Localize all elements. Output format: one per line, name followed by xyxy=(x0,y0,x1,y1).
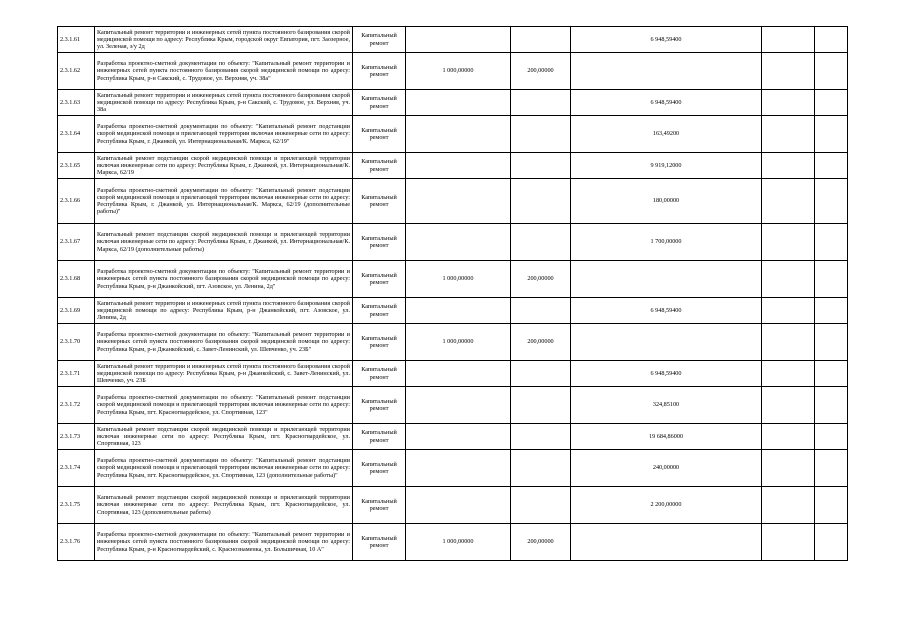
row-value-col-1 xyxy=(406,179,511,224)
row-value-col-3 xyxy=(571,53,762,90)
row-empty-col-4 xyxy=(762,524,815,561)
row-value-col-1: 1 000,00000 xyxy=(406,324,511,361)
row-description: Капитальный ремонт территории и инженерных сетей пункта постоянного базирования скорой медицинской помощи по адресу: Республика Крым, р-н Джанкойский, с. Завет-Ленинский, ул. Шевченко, уч. 23Б xyxy=(95,361,353,387)
row-value-col-1 xyxy=(406,116,511,153)
row-work-type: Капитальный ремонт xyxy=(353,261,406,298)
row-number: 2.3.1.67 xyxy=(58,224,95,261)
row-empty-col-5 xyxy=(815,424,848,450)
table-row xyxy=(58,450,848,487)
row-empty-col-5 xyxy=(815,450,848,487)
row-description: Разработка проектно-сметной документации по объекту: "Капитальный ремонт подстанции скорой медицинской помощи и прилегающей территории включая инженерные сети по адресу: Республика Крым, г. Джанкой, ул. Интернациональная/К. Маркса, 62/19" xyxy=(95,116,353,153)
row-value-col-3: 2 200,00000 xyxy=(571,487,762,524)
row-number: 2.3.1.71 xyxy=(58,361,95,387)
row-empty-col-5 xyxy=(815,179,848,224)
row-work-type: Капитальный ремонт xyxy=(353,524,406,561)
row-work-type: Капитальный ремонт xyxy=(353,387,406,424)
table-row xyxy=(58,116,848,153)
row-work-type: Капитальный ремонт xyxy=(353,424,406,450)
row-value-col-1: 1 000,00000 xyxy=(406,53,511,90)
row-value-col-2 xyxy=(511,387,571,424)
row-number: 2.3.1.68 xyxy=(58,261,95,298)
row-number: 2.3.1.70 xyxy=(58,324,95,361)
row-empty-col-4 xyxy=(762,90,815,116)
row-empty-col-5 xyxy=(815,53,848,90)
row-value-col-3: 324,85100 xyxy=(571,387,762,424)
row-value-col-2: 200,00000 xyxy=(511,53,571,90)
row-number: 2.3.1.62 xyxy=(58,53,95,90)
table-row xyxy=(58,361,848,387)
row-empty-col-5 xyxy=(815,324,848,361)
row-number: 2.3.1.75 xyxy=(58,487,95,524)
row-work-type: Капитальный ремонт xyxy=(353,27,406,53)
row-value-col-3 xyxy=(571,524,762,561)
row-value-col-3: 6 948,59400 xyxy=(571,298,762,324)
row-work-type: Капитальный ремонт xyxy=(353,116,406,153)
table-row xyxy=(58,424,848,450)
row-value-col-2 xyxy=(511,487,571,524)
row-value-col-1: 1 000,00000 xyxy=(406,524,511,561)
table-row xyxy=(58,524,848,561)
row-number: 2.3.1.73 xyxy=(58,424,95,450)
row-description: Капитальный ремонт территории и инженерных сетей пункта постоянного базирования скорой медицинской помощи по адресу: Республика Крым, р-н Сакский, с. Трудовое, ул. Верхняя, уч. 38а xyxy=(95,90,353,116)
row-number: 2.3.1.64 xyxy=(58,116,95,153)
row-work-type: Капитальный ремонт xyxy=(353,361,406,387)
row-value-col-1 xyxy=(406,487,511,524)
row-value-col-2: 200,00000 xyxy=(511,324,571,361)
row-description: Разработка проектно-сметной документации по объекту: "Капитальный ремонт территории и инженерных сетей пункта постоянного базирования скорой медицинской помощи по адресу: Республика Крым, р-н Сакский, с. Трудовое, ул. Верхняя, уч. 38а" xyxy=(95,53,353,90)
row-description: Разработка проектно-сметной документации по объекту: "Капитальный ремонт территории и инженерных сетей пункта постоянного базирования скорой медицинской помощи по адресу: Республика Крым, р-н Джанкойский, с. Завет-Ленинский, ул. Шевченко, уч. 23Б" xyxy=(95,324,353,361)
table-row xyxy=(58,298,848,324)
row-value-col-2 xyxy=(511,298,571,324)
row-value-col-1 xyxy=(406,27,511,53)
row-work-type: Капитальный ремонт xyxy=(353,224,406,261)
row-work-type: Капитальный ремонт xyxy=(353,487,406,524)
row-number: 2.3.1.65 xyxy=(58,153,95,179)
row-empty-col-4 xyxy=(762,424,815,450)
row-value-col-3: 163,49200 xyxy=(571,116,762,153)
row-empty-col-4 xyxy=(762,27,815,53)
row-empty-col-4 xyxy=(762,153,815,179)
row-work-type: Капитальный ремонт xyxy=(353,53,406,90)
row-value-col-1 xyxy=(406,298,511,324)
row-value-col-1 xyxy=(406,153,511,179)
row-value-col-1 xyxy=(406,90,511,116)
row-empty-col-5 xyxy=(815,487,848,524)
table-row xyxy=(58,90,848,116)
row-empty-col-5 xyxy=(815,224,848,261)
row-empty-col-5 xyxy=(815,153,848,179)
row-value-col-2 xyxy=(511,424,571,450)
table-row xyxy=(58,53,848,90)
row-empty-col-5 xyxy=(815,524,848,561)
row-number: 2.3.1.61 xyxy=(58,27,95,53)
table-row xyxy=(58,387,848,424)
row-number: 2.3.1.76 xyxy=(58,524,95,561)
row-empty-col-4 xyxy=(762,179,815,224)
row-number: 2.3.1.66 xyxy=(58,179,95,224)
row-value-col-2 xyxy=(511,361,571,387)
row-empty-col-4 xyxy=(762,261,815,298)
row-description: Разработка проектно-сметной документации по объекту: "Капитальный ремонт территории и инженерных сетей пункта постоянного базирования скорой медицинской помощи по адресу: Республика Крым, р-н Джанкойский, пгт. Азовское, ул. Ленина, 2д" xyxy=(95,261,353,298)
row-value-col-2 xyxy=(511,27,571,53)
row-description: Капитальный ремонт подстанции скорой медицинской помощи и прилегающей территории включая инженерные сети по адресу: Республика Крым, пгт. Красногвардейское, ул. Спортивная, 123 xyxy=(95,424,353,450)
row-empty-col-4 xyxy=(762,224,815,261)
row-description: Капитальный ремонт подстанции скорой медицинской помощи и прилегающей территории включая инженерные сети по адресу: Республика Крым, г. Джанкой, ул. Интернациональная/К. Маркса, 62/19 (дополнительные работы) xyxy=(95,224,353,261)
row-empty-col-4 xyxy=(762,298,815,324)
row-value-col-3: 19 684,86000 xyxy=(571,424,762,450)
row-work-type: Капитальный ремонт xyxy=(353,324,406,361)
row-number: 2.3.1.63 xyxy=(58,90,95,116)
row-value-col-2 xyxy=(511,90,571,116)
row-value-col-2: 200,00000 xyxy=(511,261,571,298)
row-empty-col-5 xyxy=(815,116,848,153)
row-value-col-3: 240,00000 xyxy=(571,450,762,487)
row-empty-col-4 xyxy=(762,361,815,387)
row-number: 2.3.1.72 xyxy=(58,387,95,424)
table-row xyxy=(58,179,848,224)
row-description: Разработка проектно-сметной документации по объекту: "Капитальный ремонт территории и инженерных сетей пункта постоянного базирования скорой медицинской помощи по адресу: Республика Крым, р-н Красногвардейский, с. Краснознаменка, ул. Большичная, 10 А" xyxy=(95,524,353,561)
row-description: Капитальный ремонт территории и инженерных сетей пункта постоянного базирования скорой медицинской помощи по адресу: Республика Крым, городской округ Евпатория, пгт. Заозерное, ул. Зеленая, з/у 2д xyxy=(95,27,353,53)
row-value-col-1 xyxy=(406,450,511,487)
row-value-col-1: 1 000,00000 xyxy=(406,261,511,298)
row-work-type: Капитальный ремонт xyxy=(353,153,406,179)
row-value-col-2 xyxy=(511,179,571,224)
row-value-col-1 xyxy=(406,424,511,450)
row-value-col-2 xyxy=(511,116,571,153)
row-description: Капитальный ремонт подстанции скорой медицинской помощи и прилегающей территории включая инженерные сети по адресу: Республика Крым, г. Джанкой, ул. Интернациональная/К. Маркса, 62/19 xyxy=(95,153,353,179)
row-value-col-3: 6 948,59400 xyxy=(571,361,762,387)
row-work-type: Капитальный ремонт xyxy=(353,179,406,224)
row-empty-col-5 xyxy=(815,27,848,53)
row-value-col-3 xyxy=(571,324,762,361)
row-work-type: Капитальный ремонт xyxy=(353,298,406,324)
row-description: Капитальный ремонт подстанции скорой медицинской помощи и прилегающей территории включая инженерные сети по адресу: Республика Крым, пгт. Красногвардейское, ул. Спортивная, 123 (дополнительные работы) xyxy=(95,487,353,524)
row-empty-col-4 xyxy=(762,116,815,153)
row-value-col-3 xyxy=(571,261,762,298)
row-empty-col-4 xyxy=(762,53,815,90)
table-row xyxy=(58,153,848,179)
row-description: Разработка проектно-сметной документации по объекту: "Капитальный ремонт подстанции скорой медицинской помощи и прилегающей территории включая инженерные сети по адресу: Республика Крым, г. Джанкой, ул. Интернациональная/К. Маркса, 62/19 (дополнительные работы)" xyxy=(95,179,353,224)
row-empty-col-4 xyxy=(762,387,815,424)
row-value-col-3: 9 919,12000 xyxy=(571,153,762,179)
row-value-col-1 xyxy=(406,361,511,387)
row-value-col-3: 6 948,59400 xyxy=(571,27,762,53)
row-value-col-2 xyxy=(511,224,571,261)
row-value-col-2 xyxy=(511,450,571,487)
table-row xyxy=(58,27,848,53)
row-value-col-3: 180,00000 xyxy=(571,179,762,224)
table-row xyxy=(58,324,848,361)
table-row xyxy=(58,487,848,524)
row-number: 2.3.1.69 xyxy=(58,298,95,324)
row-empty-col-4 xyxy=(762,324,815,361)
table-row xyxy=(58,224,848,261)
row-value-col-2 xyxy=(511,153,571,179)
row-empty-col-4 xyxy=(762,450,815,487)
row-work-type: Капитальный ремонт xyxy=(353,90,406,116)
row-empty-col-5 xyxy=(815,387,848,424)
row-empty-col-4 xyxy=(762,487,815,524)
row-value-col-1 xyxy=(406,224,511,261)
row-empty-col-5 xyxy=(815,361,848,387)
row-empty-col-5 xyxy=(815,90,848,116)
row-number: 2.3.1.74 xyxy=(58,450,95,487)
row-value-col-1 xyxy=(406,387,511,424)
table-row xyxy=(58,261,848,298)
row-description: Разработка проектно-сметной документации по объекту: "Капитальный ремонт подстанции скорой медицинской помощи и прилегающей территории включая инженерные сети по адресу: Республика Крым, пгт. Красногвардейское, ул. Спортивная, 123" xyxy=(95,387,353,424)
budget-table xyxy=(57,26,848,561)
row-empty-col-5 xyxy=(815,298,848,324)
row-value-col-2: 200,00000 xyxy=(511,524,571,561)
row-work-type: Капитальный ремонт xyxy=(353,450,406,487)
row-description: Капитальный ремонт территории и инженерных сетей пункта постоянного базирования скорой медицинской помощи по адресу: Республика Крым, р-н Джанкойский, пгт. Азовское, ул. Ленина, 2д xyxy=(95,298,353,324)
row-empty-col-5 xyxy=(815,261,848,298)
row-value-col-3: 1 700,00000 xyxy=(571,224,762,261)
row-description: Разработка проектно-сметной документации по объекту: "Капитальный ремонт подстанции скорой медицинской помощи и прилегающей территории включая инженерные сети по адресу: Республика Крым, пгт. Красногвардейское, ул. Спортивная, 123 (дополнительные работы)" xyxy=(95,450,353,487)
row-value-col-3: 6 948,59400 xyxy=(571,90,762,116)
table-body xyxy=(58,27,848,561)
